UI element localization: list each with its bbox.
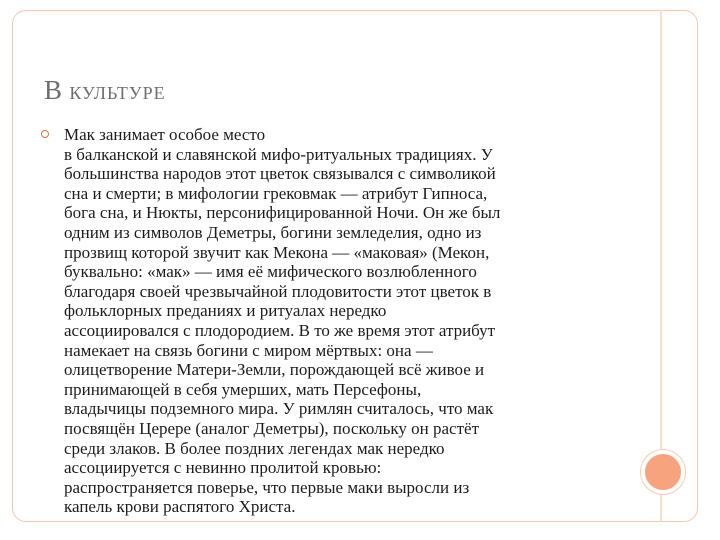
body-line: бога сна, и Нюкты, персонифицированной Ночи. Он же был	[64, 203, 501, 223]
body-line: буквально: «мак» — имя её мифического возлюбленного	[64, 262, 477, 282]
body-line: ассоциировался с плодородием. В то же время этот атрибут	[64, 320, 496, 340]
body-line: распространяется поверье, что первые маки выросли из	[64, 477, 470, 497]
body-line: сна и смерти; в мифологии грековмак — атрибут Гипноса,	[64, 183, 488, 203]
title-rest: КУЛЬТУРЕ	[69, 83, 166, 103]
body-line: олицетворение Матери-Земли, порождающей всё живое и	[64, 360, 485, 380]
body-line: Мак занимает особое место	[64, 125, 266, 144]
body-line: посвящён Церере (аналог Деметры), поскольку он растёт	[64, 418, 479, 438]
body-line: ассоциируется с невинно пролитой кровью:	[64, 458, 382, 478]
title-first-letter: В	[44, 75, 63, 105]
body-line: фольклорных преданиях и ритуалах нередко	[64, 301, 387, 321]
body-line: благодаря своей чрезвычайной плодовитости этот цветок в	[64, 281, 492, 301]
decorative-circle-icon	[641, 450, 685, 494]
slide-title	[44, 74, 166, 109]
bullet-circle-icon	[41, 130, 49, 138]
body-line: одним из символов Деметры, богини земледелия, одно из	[64, 222, 482, 242]
body-line: в балканской и славянской мифо-ритуальных традициях. У	[64, 144, 493, 164]
body-line: намекает на связь богини с миром мёртвых: она —	[64, 340, 433, 360]
body-line: владычицы подземного мира. У римлян считалось, что мак	[64, 399, 494, 419]
body-line: капель крови распятого Христа.	[64, 497, 296, 517]
decorative-vertical-bar	[660, 10, 662, 522]
body-line: большинства народов этот цветок связывался с символикой	[64, 164, 496, 184]
body-line: среди злаков. В более поздних легендах мак нередко	[64, 438, 445, 458]
body-line: принимающей в себя умерших, мать Персефоны,	[64, 379, 422, 399]
body-line: прозвищ которой звучит как Мекона — «маковая» (Мекон,	[64, 242, 490, 262]
body-text	[64, 125, 624, 517]
